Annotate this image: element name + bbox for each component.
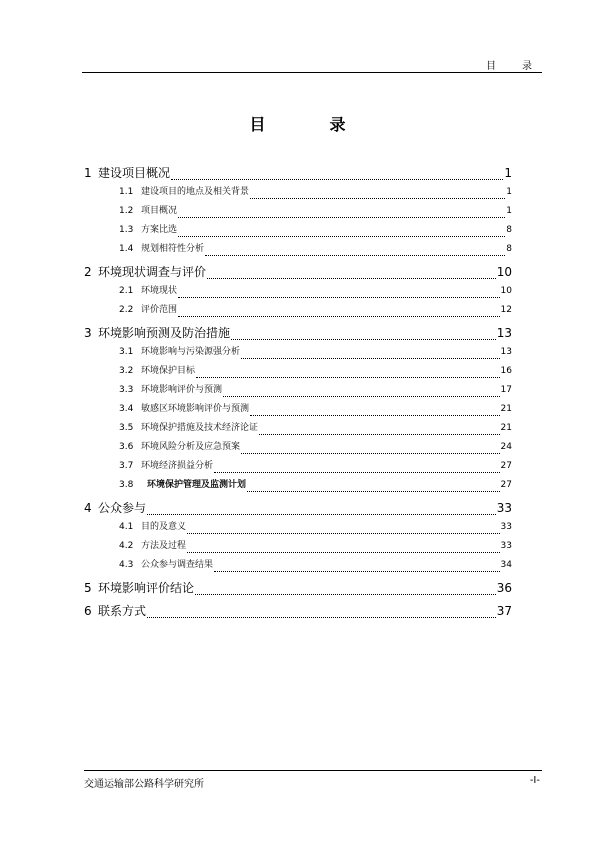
toc-entry-title: 环境影响评价与预测 (141, 385, 223, 395)
toc-entry-page: 16 (500, 366, 512, 376)
toc-section-entry[interactable] (84, 419, 512, 438)
toc-section-entry[interactable] (84, 476, 512, 495)
toc-entry-number: 5 (84, 581, 92, 595)
toc-section-entry[interactable] (84, 518, 512, 537)
toc-chapter-entry[interactable] (84, 163, 512, 183)
toc-entry-number: 3 (84, 326, 92, 340)
toc-entry-title: 环境现状 (141, 286, 178, 296)
toc-dot-leader (178, 297, 500, 298)
toc-entry-title: 环境风险分析及应急预案 (141, 442, 241, 452)
toc-section-entry[interactable] (84, 381, 512, 400)
toc-section-entry[interactable] (84, 400, 512, 419)
header-title: 目 录 (486, 61, 540, 72)
toc-section-entry[interactable] (84, 282, 512, 301)
toc-dot-leader (247, 491, 500, 492)
toc-entry-title: 建设项目的地点及相关背景 (141, 187, 250, 197)
toc-entry-number: 1.1 (119, 187, 134, 197)
toc-entry-number: 3.3 (119, 385, 134, 395)
toc-entry-title: 联系方式 (98, 604, 147, 618)
toc-entry-number: 2 (84, 265, 92, 279)
toc-entry-page: 13 (496, 326, 512, 340)
toc-entry-number: 3.2 (119, 366, 134, 376)
toc-entry-number: 4 (84, 501, 92, 515)
toc-section-entry[interactable] (84, 301, 512, 320)
toc-dot-leader (178, 236, 505, 237)
toc-entry-page: 27 (500, 480, 512, 490)
toc-entry-page: 8 (506, 225, 512, 235)
toc-entry-title: 环境影响预测及防治措施 (98, 326, 231, 340)
toc-entry-title: 评价范围 (141, 305, 178, 315)
toc-section-entry[interactable] (84, 343, 512, 362)
toc-entry-number: 4.2 (119, 541, 134, 551)
footer-organization: 交通运输部公路科学研究所 (84, 779, 204, 790)
page-title: 目 录 (249, 115, 370, 134)
toc-entry-page: 13 (500, 347, 512, 357)
toc-dot-leader (196, 377, 500, 378)
toc-dot-leader (241, 358, 500, 359)
toc-dot-leader (171, 179, 503, 180)
toc-entry-number: 3.4 (119, 404, 134, 414)
toc-entry-title: 项目概况 (141, 206, 178, 216)
toc-entry-page: 10 (500, 286, 512, 296)
footer-rule (84, 770, 542, 771)
toc-entry-page: 8 (506, 244, 512, 254)
toc-entry-title: 环境保护目标 (141, 366, 196, 376)
toc-entry-title: 建设项目概况 (98, 166, 171, 180)
toc-dot-leader (195, 594, 496, 595)
toc-dot-leader (207, 278, 496, 279)
toc-entry-number: 1.3 (119, 225, 134, 235)
toc-section-entry[interactable] (84, 438, 512, 457)
toc-dot-leader (231, 339, 496, 340)
toc-entry-page: 33 (496, 501, 512, 515)
toc-entry-page: 21 (500, 404, 512, 414)
toc-entry-number: 1 (84, 166, 92, 180)
header-rule (82, 72, 542, 73)
toc-dot-leader (250, 198, 505, 199)
toc-section-entry[interactable] (84, 240, 512, 259)
toc-section-entry[interactable] (84, 221, 512, 240)
toc-entry-number: 2.2 (119, 305, 134, 315)
toc-entry-title: 环境影响评价结论 (98, 581, 195, 595)
toc-entry-page: 34 (500, 560, 512, 570)
toc-chapter-entry[interactable] (84, 601, 512, 621)
toc-dot-leader (223, 396, 500, 397)
toc-entry-page: 17 (500, 385, 512, 395)
toc-chapter-entry[interactable] (84, 262, 512, 282)
toc-section-entry[interactable] (84, 202, 512, 221)
toc-entry-page: 37 (496, 604, 512, 618)
toc-entry-title: 环境现状调查与评价 (98, 265, 207, 279)
toc-entry-title: 敏感区环境影响评价与预测 (141, 404, 250, 414)
toc-section-entry[interactable] (84, 556, 512, 575)
toc-entry-title: 公众参与 (98, 501, 147, 515)
toc-entry-title: 方案比选 (141, 225, 178, 235)
toc-entry-page: 36 (496, 581, 512, 595)
toc-entry-page: 1 (506, 187, 512, 197)
toc-entry-title: 环境经济损益分析 (141, 461, 214, 471)
toc-entry-page: 1 (504, 166, 512, 180)
table-of-contents (84, 160, 512, 621)
toc-entry-title: 环境影响与污染源强分析 (141, 347, 241, 357)
toc-dot-leader (178, 217, 505, 218)
toc-dot-leader (147, 514, 496, 515)
toc-dot-leader (187, 533, 500, 534)
toc-entry-page: 10 (496, 265, 512, 279)
toc-dot-leader (241, 453, 500, 454)
toc-entry-page: 21 (500, 423, 512, 433)
toc-chapter-entry[interactable] (84, 498, 512, 518)
toc-entry-title: 目的及意义 (141, 522, 187, 532)
toc-entry-number: 4.3 (119, 560, 134, 570)
toc-dot-leader (259, 434, 500, 435)
toc-entry-number: 2.1 (119, 286, 134, 296)
toc-entry-number: 3.8 (119, 480, 134, 490)
toc-chapter-entry[interactable] (84, 323, 512, 343)
toc-dot-leader (147, 617, 496, 618)
toc-dot-leader (214, 472, 500, 473)
toc-entry-page: 27 (500, 461, 512, 471)
toc-entry-page: 33 (500, 541, 512, 551)
toc-entry-number: 1.4 (119, 244, 134, 254)
toc-chapter-entry[interactable] (84, 578, 512, 598)
toc-section-entry[interactable] (84, 537, 512, 556)
toc-entry-title: 环境保护管理及监测计划 (147, 480, 247, 490)
toc-entry-number: 1.2 (119, 206, 134, 216)
toc-entry-title: 方法及过程 (141, 541, 187, 551)
toc-entry-number: 3.7 (119, 461, 134, 471)
footer-page-number: -I- (529, 775, 540, 786)
toc-entry-number: 4.1 (119, 522, 134, 532)
toc-dot-leader (214, 571, 500, 572)
toc-dot-leader (187, 552, 500, 553)
toc-dot-leader (205, 255, 505, 256)
toc-entry-title: 规划相符性分析 (141, 244, 205, 254)
toc-entry-number: 3.1 (119, 347, 134, 357)
toc-section-entry[interactable] (84, 183, 512, 202)
toc-entry-page: 33 (500, 522, 512, 532)
toc-entry-page: 24 (500, 442, 512, 452)
toc-entry-page: 12 (500, 305, 512, 315)
toc-entry-page: 1 (506, 206, 512, 216)
toc-entry-number: 3.6 (119, 442, 134, 452)
toc-section-entry[interactable] (84, 362, 512, 381)
toc-entry-title: 公众参与调查结果 (141, 560, 214, 570)
toc-dot-leader (250, 415, 500, 416)
toc-dot-leader (178, 316, 500, 317)
toc-section-entry[interactable] (84, 457, 512, 476)
toc-entry-number: 3.5 (119, 423, 134, 433)
toc-entry-number: 6 (84, 604, 92, 618)
toc-entry-title: 环境保护措施及技术经济论证 (141, 423, 259, 433)
